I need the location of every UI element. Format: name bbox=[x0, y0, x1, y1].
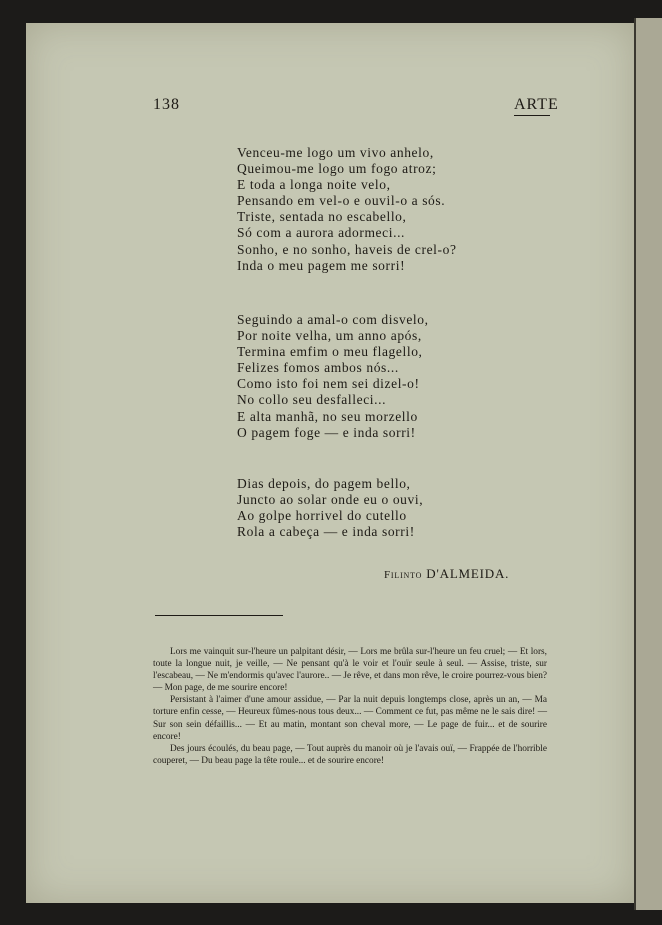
poem-line: Só com a aurora adormeci... bbox=[237, 225, 406, 241]
poem-line: Triste, sentada no escabello, bbox=[237, 209, 407, 225]
poem-line: Queimou-me logo um fogo atroz; bbox=[237, 161, 437, 177]
poem-line: Juncto ao solar onde eu o ouvi, bbox=[237, 492, 424, 508]
poem-stanza-3 bbox=[237, 476, 423, 540]
adjacent-page-edge bbox=[634, 18, 662, 910]
poem-line: Termina emfim o meu flagello, bbox=[237, 344, 423, 360]
poem-line: Sonho, e no sonho, haveis de crel-o? bbox=[237, 241, 457, 257]
footnote-rule bbox=[155, 615, 283, 616]
poem-line: Inda o meu pagem me sorri! bbox=[237, 257, 406, 273]
page-number: 138 bbox=[153, 96, 180, 113]
poem-line: Venceu-me logo um vivo anhelo, bbox=[237, 145, 434, 160]
french-translation bbox=[153, 646, 547, 767]
translation-paragraph: Persistant à l'aimer d'une amour assidue, — Par la nuit depuis longtemps close, après un an, — Ma torture enfin cesse, — Heureux fûmes-nous tous deux... — Comment ce fut, pas même ne le sais dire! — Sur son sein défaillis... — Et au matin, montant son cheval more, — Le page de fuir... et de sourire encore! bbox=[153, 695, 547, 742]
journal-title: ARTE bbox=[514, 96, 559, 113]
translation-paragraph: Des jours écoulés, du beau page, — Tout auprès du manoir où je l'avais ouï, — Frappée de l'horrible couperet, — Du beau page la tête roule... et de sourire encore! bbox=[153, 743, 547, 766]
author-last-name: D'ALMEIDA. bbox=[426, 566, 510, 581]
poem-line: Ao golpe horrivel do cutello bbox=[237, 508, 407, 524]
poem-line: Felizes fomos ambos nós... bbox=[237, 360, 399, 376]
poem-stanza-2 bbox=[237, 312, 429, 441]
poem-line: Dias depois, do pagem bello, bbox=[237, 476, 411, 491]
translation-paragraph: Lors me vainquit sur-l'heure un palpitant désir, — Lors me brûla sur-l'heure un feu cruel; — Et lors, toute la longue nuit, je veille, — Ne pensant qu'à le voir et l'ouïr seule à seul. — Assise, triste, sur l'escabeau, — Ne m'endormis qu'avec l'aurore.. — Je rêve, et dans mon rêve, le croire pourrez-vous bien? — Mon page, de me sourire encore! bbox=[153, 647, 547, 694]
poem-line: Como isto foi nem sei dizel-o! bbox=[237, 376, 420, 392]
poem-line: Pensando em vel-o e ouvil-o a sós. bbox=[237, 193, 446, 209]
poem-line: E toda a longa noite velo, bbox=[237, 177, 391, 193]
poem-stanza-1 bbox=[237, 145, 457, 274]
author-first-name: Filinto bbox=[384, 569, 423, 581]
poem-line: Rola a cabeça — e inda sorri! bbox=[237, 524, 415, 540]
poem-line: E alta manhã, no seu morzello bbox=[237, 408, 418, 424]
author-signature bbox=[384, 566, 509, 582]
poem-line: O pagem foge — e inda sorri! bbox=[237, 424, 416, 440]
title-underline bbox=[514, 115, 550, 116]
poem-line: Por noite velha, um anno após, bbox=[237, 328, 422, 344]
poem-line: No collo seu desfalleci... bbox=[237, 392, 387, 408]
poem-line: Seguindo a amal-o com disvelo, bbox=[237, 312, 429, 327]
